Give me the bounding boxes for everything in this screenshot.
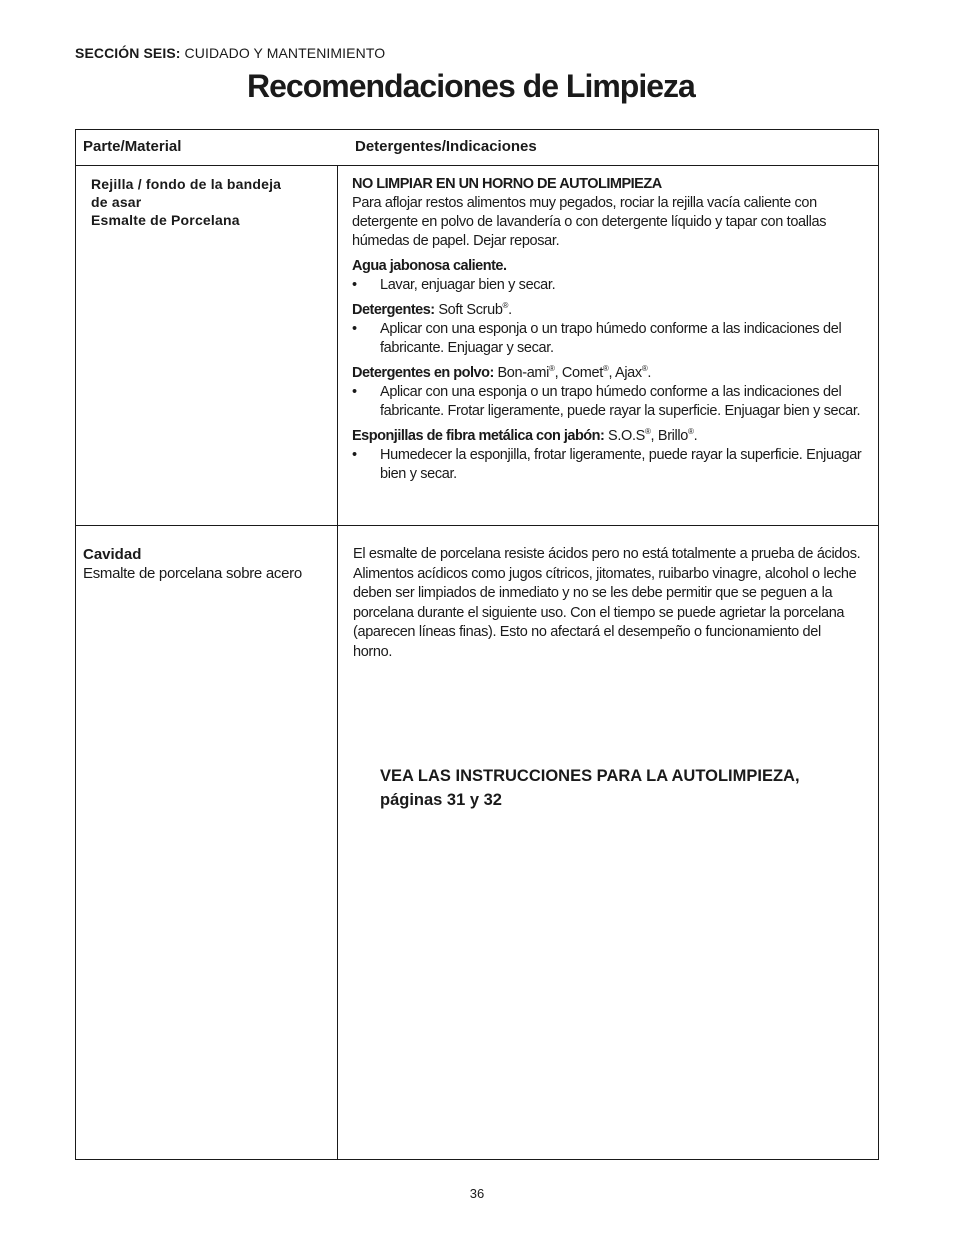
row1-part-cell (91, 175, 321, 229)
detergent-brands: Soft Scrub®. (438, 301, 512, 318)
bullet-marker: • (352, 447, 357, 463)
warning-text: Para aflojar restos alimentos muy pegados, rociar la rejilla vacía caliente con detergente en polvo de lavandería o con detergente líquido y tapar con toallas húmedas de papel. Dejar reposar. (352, 195, 827, 249)
bullet-marker: • (352, 321, 357, 337)
detergent-block (352, 301, 862, 358)
row1-part-line: Esmalte de Porcelana (91, 212, 240, 228)
page-number: 36 (469, 1186, 485, 1201)
row2-part-title: Cavidad (83, 546, 142, 563)
row1-part-line: Rejilla / fondo de la bandeja (91, 176, 282, 192)
instruction-bullet (352, 320, 862, 358)
instruction-bullet (352, 276, 862, 295)
bullet-marker: • (352, 277, 357, 293)
detergent-block (352, 257, 862, 295)
instruction-text: Humedecer la esponjilla, frotar ligeramente, puede rayar la superficie. Enjuagar bien y secar. (380, 447, 862, 482)
cavity-text: El esmalte de porcelana resiste ácidos pero no está totalmente a prueba de ácidos. Alimentos acídicos como jugos cítricos, jitomates, ruibarbo vinagre, alcohol o leche deben ser limpiados de inmediato y no se les debe permitir que se peguen a la porcelana durante el siguiente uso. Con el tiempo se puede agrietar la porcelana (aparecen líneas finas). Esto no afectará el desempeño o funcionamiento del horno. (353, 546, 861, 660)
table-header-row (76, 130, 878, 166)
row2-instructions-cell (353, 545, 861, 662)
instruction-text: Aplicar con una esponja o un trapo húmedo conforme a las indicaciones del fabricante. Enjuagar y secar. (380, 321, 842, 356)
row2-part-cell (83, 545, 335, 583)
row1-instructions-cell (352, 175, 862, 490)
section-heading (75, 45, 385, 61)
detergent-label: Agua jabonosa caliente. (352, 258, 507, 274)
column-divider (337, 166, 338, 1159)
detergent-brands: Bon-ami®, Comet®, Ajax®. (497, 364, 652, 381)
detergent-label: Detergentes en polvo: (352, 365, 494, 381)
column-header-part: Parte/Material (83, 138, 182, 155)
instruction-bullet (352, 446, 862, 484)
instruction-bullet (352, 383, 862, 421)
section-label: SECCIÓN SEIS: (75, 45, 181, 61)
warning-block (352, 175, 862, 251)
detergent-label: Detergentes: (352, 302, 435, 318)
section-name: CUIDADO Y MANTENIMIENTO (184, 45, 386, 61)
detergent-block (352, 364, 862, 421)
self-clean-note: VEA LAS INSTRUCCIONES PARA LA AUTOLIMPIEZA, páginas 31 y 32 (380, 767, 800, 809)
bullet-marker: • (352, 384, 357, 400)
column-header-detergents: Detergentes/Indicaciones (355, 138, 537, 155)
instruction-text: Aplicar con una esponja o un trapo húmedo conforme a las indicaciones del fabricante. Frotar ligeramente, puede rayar la superficie. Enjuagar bien y secar. (380, 384, 861, 419)
detergent-brands: S.O.S®, Brillo®. (608, 427, 698, 444)
warning-heading: NO LIMPIAR EN UN HORNO DE AUTOLIMPIEZA (352, 176, 662, 192)
detergent-label: Esponjillas de fibra metálica con jabón: (352, 428, 605, 444)
row1-part-line: de asar (91, 194, 142, 210)
page-title: Recomendaciones de Limpieza (247, 68, 695, 104)
instruction-text: Lavar, enjuagar bien y secar. (380, 277, 556, 293)
detergent-block (352, 427, 862, 484)
row-divider (76, 525, 878, 526)
cleaning-table (75, 129, 879, 1160)
row2-part-subtitle: Esmalte de porcelana sobre acero (83, 565, 302, 582)
